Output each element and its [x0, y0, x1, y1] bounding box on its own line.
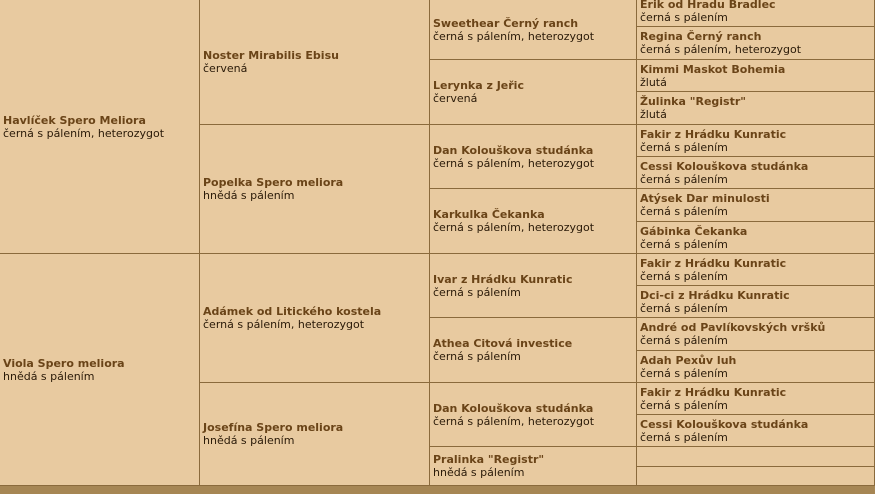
- dog-name[interactable]: Havlíček Spero Meliora: [3, 113, 146, 127]
- dog-color: černá s pálením, heterozygot: [433, 156, 595, 170]
- dog-name[interactable]: Karkulka Čekanka: [433, 208, 545, 221]
- pedigree-cell-gen3: [430, 254, 637, 318]
- pedigree-cell-gen2: [200, 0, 430, 125]
- dog-color: hnědá s pálením: [203, 434, 295, 447]
- pedigree-cell-gen4: [637, 254, 875, 286]
- dog-color: hnědá s pálením: [203, 189, 295, 202]
- dog-name[interactable]: Fakir z Hrádku Kunratic: [640, 256, 787, 270]
- dog-color: červená: [433, 92, 478, 105]
- dog-name[interactable]: Athea Citová investice: [433, 337, 573, 350]
- dog-name[interactable]: Erik od Hradu Bradlec: [640, 0, 776, 11]
- dog-name[interactable]: Fakir z Hrádku Kunratic: [640, 127, 787, 141]
- pedigree-cell-gen2: [200, 254, 430, 383]
- pedigree-cell-gen4-empty: [637, 447, 875, 467]
- dog-color: černá s pálením: [640, 430, 728, 444]
- dog-color: černá s pálením: [640, 237, 728, 251]
- pedigree-cell-gen4: [637, 415, 875, 447]
- dog-color: černá s pálením, heterozygot: [3, 126, 165, 140]
- dog-name[interactable]: Regina Černý ranch: [640, 30, 762, 43]
- dog-color: černá s pálením: [640, 269, 728, 283]
- dog-name[interactable]: Lerynka z Jeřic: [433, 79, 524, 92]
- dog-color: černá s pálením, heterozygot: [433, 29, 595, 43]
- pedigree-cell-gen3: [430, 447, 637, 486]
- dog-color: černá s pálením: [640, 301, 728, 315]
- pedigree-cell-gen4: [637, 92, 875, 125]
- pedigree-cell-gen4: [637, 286, 875, 318]
- dog-color: černá s pálením: [640, 366, 728, 380]
- dog-name[interactable]: Dan Kolouškova studánka: [433, 143, 594, 157]
- pedigree-cell-sire: [0, 0, 200, 254]
- pedigree-cell-gen3: [430, 60, 637, 125]
- dog-name[interactable]: Atýsek Dar minulosti: [640, 192, 770, 205]
- dog-name[interactable]: Viola Spero meliora: [3, 356, 125, 370]
- dog-color: černá s pálením, heterozygot: [640, 43, 802, 56]
- pedigree-cell-gen4: [637, 222, 875, 254]
- dog-color: černá s pálením: [640, 172, 728, 186]
- dog-color: černá s pálením: [433, 285, 521, 299]
- pedigree-cell-gen4: [637, 125, 875, 157]
- pedigree-cell-gen3: [430, 383, 637, 447]
- pedigree-cell-gen2: [200, 383, 430, 486]
- dog-name[interactable]: Sweethear Černý ranch: [433, 16, 579, 30]
- pedigree-cell-gen4: [637, 383, 875, 415]
- pedigree-cell-gen4: [637, 351, 875, 383]
- dog-name[interactable]: Pralinka "Registr": [433, 453, 545, 466]
- pedigree-cell-gen4: [637, 27, 875, 60]
- pedigree-cell-gen3: [430, 0, 637, 60]
- pedigree-cell-gen4: [637, 0, 875, 27]
- dog-color: černá s pálením: [433, 350, 521, 363]
- dog-color: žlutá: [640, 108, 667, 121]
- dog-name[interactable]: Josefína Spero meliora: [203, 421, 344, 434]
- dog-color: černá s pálením, heterozygot: [433, 414, 595, 428]
- dog-name[interactable]: Žulinka "Registr": [640, 95, 747, 108]
- dog-color: černá s pálením: [640, 398, 728, 412]
- dog-color: hnědá s pálením: [3, 369, 95, 383]
- pedigree-cell-gen4: [637, 189, 875, 222]
- dog-name[interactable]: Dci-ci z Hrádku Kunratic: [640, 288, 790, 302]
- dog-name[interactable]: Cessi Kolouškova studánka: [640, 417, 809, 431]
- dog-name[interactable]: Kimmi Maskot Bohemia: [640, 62, 786, 76]
- dog-name[interactable]: Fakir z Hrádku Kunratic: [640, 385, 787, 399]
- dog-color: černá s pálením, heterozygot: [203, 318, 365, 331]
- dog-name[interactable]: Ivar z Hrádku Kunratic: [433, 272, 573, 286]
- dog-name[interactable]: Adámek od Litického kostela: [203, 305, 382, 318]
- pedigree-cell-gen3: [430, 318, 637, 383]
- dog-name[interactable]: Gábinka Čekanka: [640, 224, 748, 238]
- dog-name[interactable]: Dan Kolouškova studánka: [433, 401, 594, 415]
- dog-color: černá s pálením, heterozygot: [433, 221, 595, 234]
- dog-name[interactable]: Cessi Kolouškova studánka: [640, 159, 809, 173]
- pedigree-cell-gen2: [200, 125, 430, 254]
- pedigree-cell-gen4: [637, 157, 875, 189]
- dog-color: černá s pálením: [640, 334, 728, 347]
- dog-color: žlutá: [640, 75, 667, 89]
- pedigree-cell-gen4-empty: [637, 467, 875, 486]
- pedigree-cell-gen4: [637, 60, 875, 92]
- dog-color: hnědá s pálením: [433, 466, 525, 479]
- dog-name[interactable]: Noster Mirabilis Ebisu: [203, 49, 339, 62]
- bottom-border: [0, 486, 875, 494]
- dog-name[interactable]: André od Pavlíkovských vršků: [640, 321, 826, 334]
- pedigree-cell-gen3: [430, 189, 637, 254]
- dog-color: černá s pálením: [640, 205, 728, 218]
- dog-color: červená: [203, 62, 248, 75]
- dog-color: černá s pálením: [640, 140, 728, 154]
- dog-name[interactable]: Adah Pexův luh: [640, 353, 737, 367]
- pedigree-cell-dam: [0, 254, 200, 486]
- pedigree-cell-gen4: [637, 318, 875, 351]
- dog-name[interactable]: Popelka Spero meliora: [203, 176, 344, 189]
- dog-color: černá s pálením: [640, 11, 728, 24]
- pedigree-cell-gen3: [430, 125, 637, 189]
